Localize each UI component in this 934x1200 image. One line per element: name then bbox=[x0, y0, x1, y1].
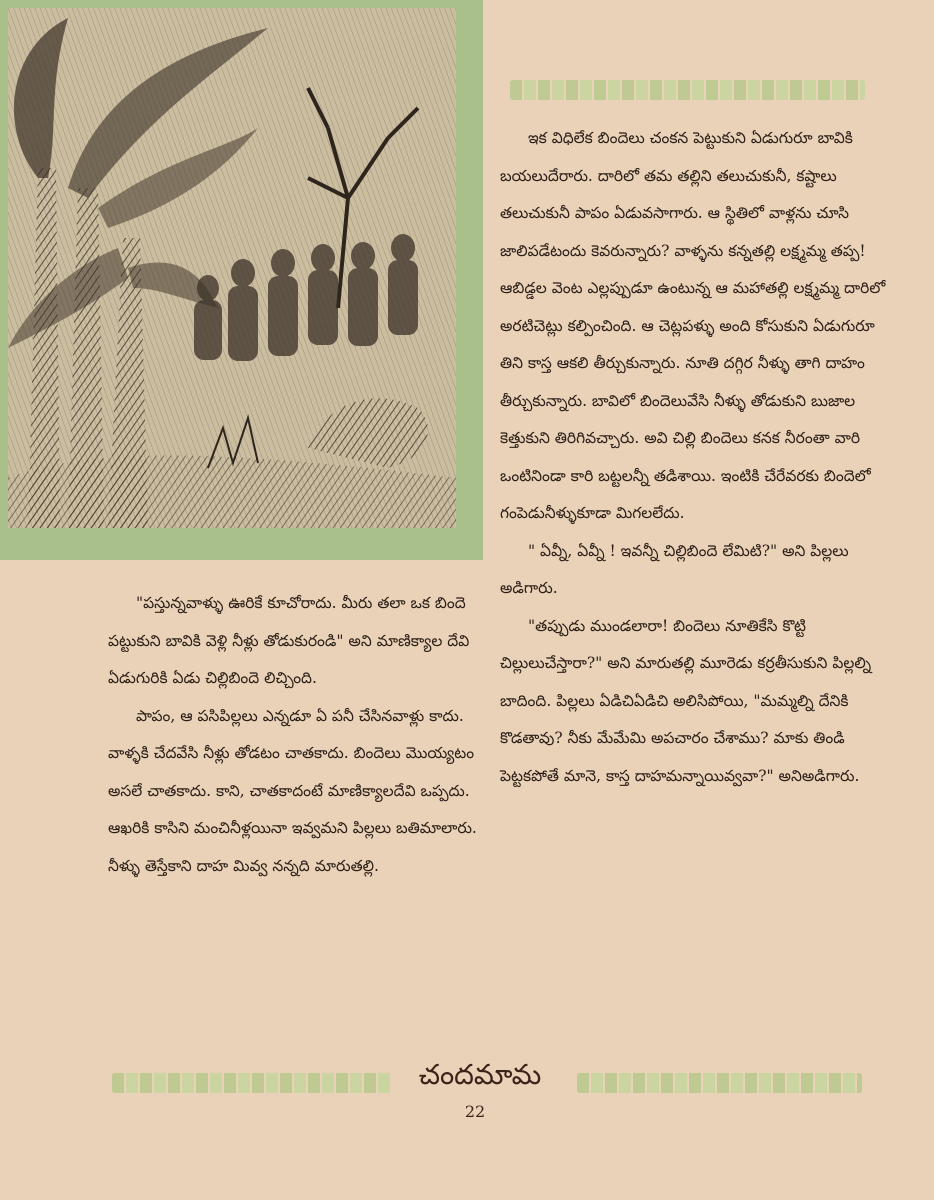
ornament-band-right bbox=[577, 1073, 862, 1093]
paragraph: "పస్తున్నవాళ్ళు ఊరికే కూచోరాదు. మీరు తలా ఒక బిందె పట్టుకుని బావికి వెళ్లి నీళ్లు తోడుకురండి" అని మాణిక్యాల దేవి ఏడుగురికి ఏడు చిల్లిబిందె లిచ్చింది. bbox=[108, 594, 470, 687]
paragraph: పాపం, ఆ పసిపిల్లలు ఎన్నడూ ఏ పనీ చేసినవాళ్లు కాదు. వాళ్ళకి చేదవేసి నీళ్లు తోడటం చాతకాదు. బిందెలు మొయ్యటం అసలే చాతకాదు. కాని, చాతకాదంటే మాణిక్యాలదేవి ఒప్పదు. ఆఖరికి కాసిని మంచినీళ్లయినా ఇవ్వమని పిల్లలు బతిమాలారు. నీళ్ళు తెస్తేకాని దాహ మివ్వ నన్నది మారుతల్లి. bbox=[108, 706, 477, 875]
illustration bbox=[8, 8, 456, 528]
left-column bbox=[108, 585, 480, 885]
paragraph: ఇక విధిలేక బిందెలు చంకన పెట్టుకుని ఏడుగురూ బావికి బయలుదేరారు. దారిలో తమ తల్లిని తలుచుకునీ, కష్టాలు తలుచుకునీ పాపం ఏడువసాగారు. ఆ స్థితిలో వాళ్లను చూసి జాలిపడేటందు కెవరున్నారు? వాళ్ళను కన్నతల్లి లక్ష్మమ్మ తప్ప! ఆబిడ్డల వెంట ఎల్లప్పుడూ ఉంటున్న ఆ మహాతల్లి లక్ష్మమ్మ దారిలో అరటిచెట్లు కల్పించింది. ఆ చెట్లపళ్ళు అంది కోసుకుని ఏడుగురూ తిని కాస్త ఆకలి తీర్చుకున్నారు. నూతి దగ్గిర నీళ్ళు తాగి దాహం తీర్చుకున్నారు. బావిలో బిందెలువేసి నీళ్ళు తోడుకుని బుజాల కెత్తుకుని తిరిగివచ్చారు. అవి చిల్లి బిందెలు కనక నీరంతా వారి ఒంటినిండా కారి బట్టలన్నీ తడిశాయి. ఇంటికి చేరేవరకు బిందెలో గంపెడునీళ్ళుకూడా మిగలలేదు. bbox=[500, 129, 886, 522]
illustration-frame bbox=[0, 0, 483, 560]
paragraph: "తప్పుడు ముండలారా! బిందెలు నూతికేసి కొట్టి చిల్లులుచేస్తారా?" అని మారుతల్లి మూరెడు కర్రతీసుకుని పిల్లల్ని బాదింది. పిల్లలు ఏడిచిఏడిచి అలిసిపోయి, "మమ్మల్ని దేనికి కొడతావు? నీకు మేమేమి అపచారం చేశాము? మాకు తిండి పెట్టకపోతే మానె, కాస్త దాహమన్నాయివ్వవా?" అనిఅడిగారు. bbox=[500, 616, 872, 785]
ornament-band-left bbox=[112, 1073, 392, 1093]
right-column bbox=[500, 120, 892, 795]
paragraph: " ఏవ్నీ, ఏవ్నీ ! ఇవన్నీ చిల్లిబిందె లేమిటి?" అని పిల్లలు అడిగారు. bbox=[500, 541, 849, 597]
ornament-band-top bbox=[510, 80, 865, 100]
magazine-title: చందమామ bbox=[418, 1058, 542, 1091]
page-number: 22 bbox=[464, 1102, 486, 1121]
